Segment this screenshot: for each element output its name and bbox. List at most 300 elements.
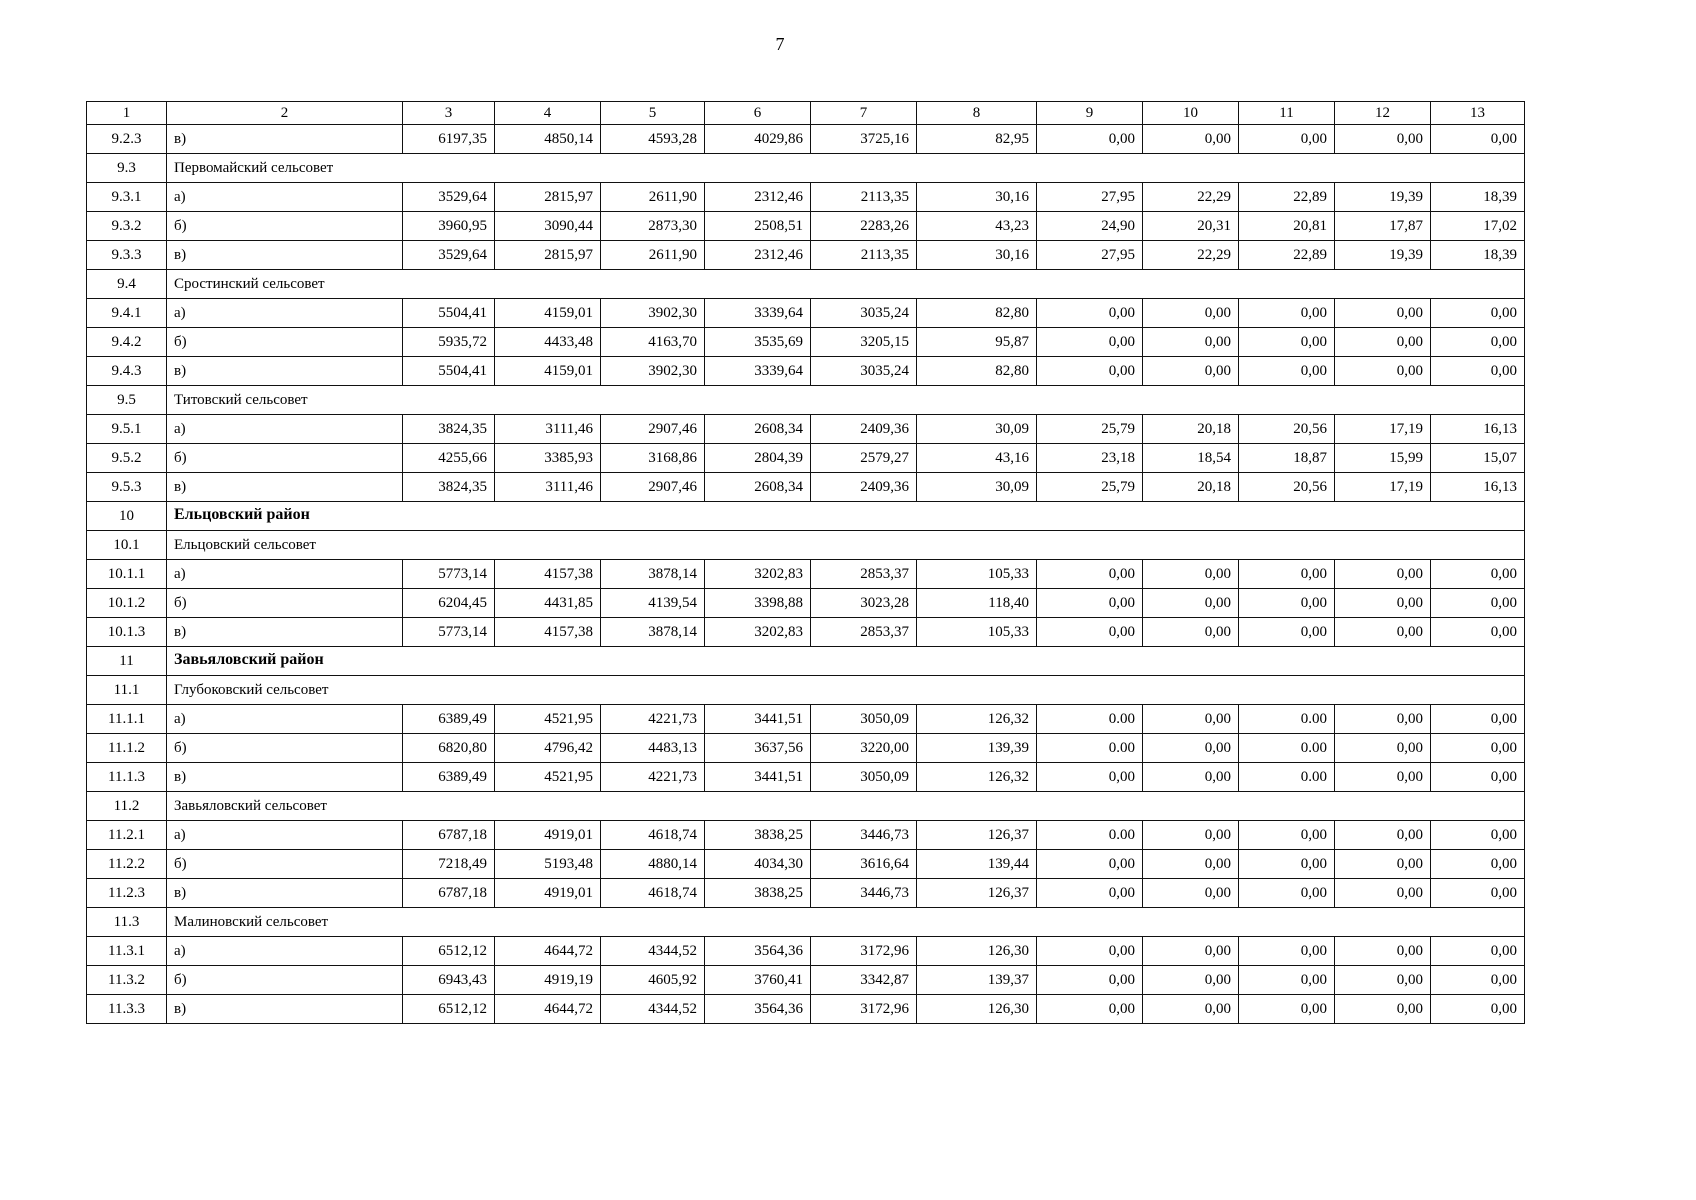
value-cell: 6512,12 [403,995,495,1024]
value-cell: 3824,35 [403,415,495,444]
settlement-row [87,531,1525,560]
column-number-header: 7 [811,102,917,125]
value-cell: 118,40 [917,589,1037,618]
settlement-title: Малиновский сельсовет [167,908,1525,937]
value-cell: 4850,14 [495,125,601,154]
table-row [87,444,1525,473]
value-cell: 27,95 [1037,183,1143,212]
table-row [87,937,1525,966]
value-cell: 0,00 [1431,995,1525,1024]
value-cell: 2113,35 [811,241,917,270]
value-cell: 18,87 [1239,444,1335,473]
row-code: 10.1.2 [87,589,167,618]
table-row [87,879,1525,908]
value-cell: 2815,97 [495,183,601,212]
column-number-header: 5 [601,102,705,125]
table-row [87,705,1525,734]
row-code: 9.5.3 [87,473,167,502]
value-cell: 30,16 [917,241,1037,270]
value-cell: 3902,30 [601,299,705,328]
value-cell: 4157,38 [495,560,601,589]
row-variant-label: б) [167,212,403,241]
value-cell: 0,00 [1239,618,1335,647]
settlement-row [87,154,1525,183]
value-cell: 4163,70 [601,328,705,357]
value-cell: 2409,36 [811,415,917,444]
value-cell: 0,00 [1239,821,1335,850]
settlement-title: Сростинский сельсовет [167,270,1525,299]
value-cell: 3168,86 [601,444,705,473]
value-cell: 0.00 [1037,705,1143,734]
value-cell: 0,00 [1037,966,1143,995]
value-cell: 4593,28 [601,125,705,154]
row-variant-label: б) [167,966,403,995]
value-cell: 0,00 [1335,299,1431,328]
value-cell: 0.00 [1037,734,1143,763]
value-cell: 0,00 [1239,589,1335,618]
value-cell: 3339,64 [705,357,811,386]
value-cell: 22,89 [1239,241,1335,270]
table-row [87,966,1525,995]
value-cell: 17,19 [1335,415,1431,444]
value-cell: 3878,14 [601,560,705,589]
value-cell: 43,23 [917,212,1037,241]
value-cell: 0,00 [1431,357,1525,386]
value-cell: 18,54 [1143,444,1239,473]
value-cell: 3564,36 [705,995,811,1024]
row-code: 11.3.2 [87,966,167,995]
value-cell: 4344,52 [601,995,705,1024]
value-cell: 0,00 [1239,966,1335,995]
row-code: 11.1.3 [87,763,167,792]
value-cell: 3111,46 [495,415,601,444]
value-cell: 3824,35 [403,473,495,502]
value-cell: 0,00 [1431,763,1525,792]
column-number-header: 3 [403,102,495,125]
header-row [87,102,1525,125]
value-cell: 0,00 [1239,328,1335,357]
value-cell: 4221,73 [601,763,705,792]
value-cell: 2907,46 [601,415,705,444]
row-variant-label: б) [167,734,403,763]
row-variant-label: в) [167,125,403,154]
value-cell: 15,99 [1335,444,1431,473]
value-cell: 4919,01 [495,879,601,908]
value-cell: 2113,35 [811,183,917,212]
value-cell: 6197,35 [403,125,495,154]
value-cell: 126,32 [917,763,1037,792]
value-cell: 30,09 [917,415,1037,444]
value-cell: 126,37 [917,821,1037,850]
value-cell: 0,00 [1239,560,1335,589]
page-number: 7 [775,34,785,54]
value-cell: 0,00 [1239,299,1335,328]
value-cell: 4521,95 [495,763,601,792]
value-cell: 4521,95 [495,705,601,734]
settlement-title: Глубоковский сельсовет [167,676,1525,705]
value-cell: 0,00 [1143,966,1239,995]
value-cell: 20,56 [1239,473,1335,502]
row-variant-label: а) [167,705,403,734]
value-cell: 0,00 [1037,299,1143,328]
settlement-title: Титовский сельсовет [167,386,1525,415]
value-cell: 3090,44 [495,212,601,241]
value-cell: 126,37 [917,879,1037,908]
value-cell: 0,00 [1143,618,1239,647]
table-row [87,850,1525,879]
row-code: 9.5 [87,386,167,415]
value-cell: 3172,96 [811,937,917,966]
value-cell: 3050,09 [811,705,917,734]
table-row [87,299,1525,328]
row-code: 11.2 [87,792,167,821]
value-cell: 2312,46 [705,241,811,270]
value-cell: 0,00 [1143,560,1239,589]
table-row [87,212,1525,241]
value-cell: 17,87 [1335,212,1431,241]
value-cell: 3637,56 [705,734,811,763]
value-cell: 0.00 [1239,763,1335,792]
value-cell: 126,30 [917,937,1037,966]
value-cell: 0,00 [1239,937,1335,966]
value-cell: 27,95 [1037,241,1143,270]
value-cell: 2312,46 [705,183,811,212]
value-cell: 18,39 [1431,241,1525,270]
value-cell: 4344,52 [601,937,705,966]
row-variant-label: б) [167,850,403,879]
value-cell: 5773,14 [403,560,495,589]
row-code: 11.1.2 [87,734,167,763]
value-cell: 82,80 [917,299,1037,328]
value-cell: 0,00 [1143,589,1239,618]
value-cell: 3035,24 [811,299,917,328]
value-cell: 3529,64 [403,241,495,270]
value-cell: 0.00 [1239,734,1335,763]
table-row [87,995,1525,1024]
value-cell: 24,90 [1037,212,1143,241]
value-cell: 0,00 [1335,589,1431,618]
value-cell: 20,31 [1143,212,1239,241]
value-cell: 4433,48 [495,328,601,357]
value-cell: 6943,43 [403,966,495,995]
row-variant-label: б) [167,444,403,473]
value-cell: 4255,66 [403,444,495,473]
row-code: 9.5.2 [87,444,167,473]
value-cell: 15,07 [1431,444,1525,473]
row-code: 11.2.1 [87,821,167,850]
value-cell: 0,00 [1431,125,1525,154]
value-cell: 2804,39 [705,444,811,473]
row-code: 9.5.1 [87,415,167,444]
value-cell: 3446,73 [811,879,917,908]
value-cell: 20,18 [1143,415,1239,444]
value-cell: 4644,72 [495,995,601,1024]
value-cell: 3441,51 [705,705,811,734]
value-cell: 0,00 [1431,821,1525,850]
value-cell: 2907,46 [601,473,705,502]
row-variant-label: в) [167,995,403,1024]
value-cell: 0,00 [1037,879,1143,908]
row-code: 11.2.3 [87,879,167,908]
value-cell: 4618,74 [601,879,705,908]
value-cell: 3902,30 [601,357,705,386]
value-cell: 0,00 [1431,879,1525,908]
table-row [87,357,1525,386]
value-cell: 6787,18 [403,821,495,850]
value-cell: 2815,97 [495,241,601,270]
value-cell: 0,00 [1335,125,1431,154]
value-cell: 82,95 [917,125,1037,154]
value-cell: 2508,51 [705,212,811,241]
row-variant-label: в) [167,357,403,386]
district-row [87,647,1525,676]
value-cell: 3339,64 [705,299,811,328]
table-row [87,589,1525,618]
row-variant-label: в) [167,763,403,792]
value-cell: 3172,96 [811,995,917,1024]
row-code: 9.4.1 [87,299,167,328]
column-number-header: 9 [1037,102,1143,125]
value-cell: 3616,64 [811,850,917,879]
value-cell: 0,00 [1037,328,1143,357]
settlement-row [87,386,1525,415]
value-cell: 3035,24 [811,357,917,386]
table-row [87,183,1525,212]
value-cell: 4157,38 [495,618,601,647]
value-cell: 0,00 [1431,560,1525,589]
value-cell: 0.00 [1037,821,1143,850]
value-cell: 3023,28 [811,589,917,618]
value-cell: 25,79 [1037,473,1143,502]
row-code: 11 [87,647,167,676]
row-variant-label: в) [167,241,403,270]
value-cell: 0,00 [1037,357,1143,386]
row-code: 11.3 [87,908,167,937]
table-row [87,125,1525,154]
value-cell: 4644,72 [495,937,601,966]
settlement-title: Ельцовский сельсовет [167,531,1525,560]
column-number-header: 8 [917,102,1037,125]
value-cell: 4221,73 [601,705,705,734]
value-cell: 105,33 [917,560,1037,589]
value-cell: 105,33 [917,618,1037,647]
value-cell: 0,00 [1143,357,1239,386]
value-cell: 0,00 [1431,589,1525,618]
value-cell: 2611,90 [601,183,705,212]
value-cell: 139,37 [917,966,1037,995]
value-cell: 5935,72 [403,328,495,357]
value-cell: 0,00 [1037,589,1143,618]
value-cell: 2283,26 [811,212,917,241]
value-cell: 2853,37 [811,618,917,647]
row-variant-label: а) [167,183,403,212]
value-cell: 2611,90 [601,241,705,270]
value-cell: 4034,30 [705,850,811,879]
value-cell: 16,13 [1431,415,1525,444]
value-cell: 20,81 [1239,212,1335,241]
row-variant-label: б) [167,328,403,357]
column-number-header: 1 [87,102,167,125]
table-body [87,102,1525,1024]
value-cell: 2608,34 [705,473,811,502]
settlement-row [87,676,1525,705]
value-cell: 5773,14 [403,618,495,647]
value-cell: 0,00 [1037,995,1143,1024]
row-variant-label: а) [167,299,403,328]
value-cell: 22,29 [1143,241,1239,270]
table-row [87,821,1525,850]
value-cell: 5504,41 [403,357,495,386]
row-variant-label: а) [167,821,403,850]
value-cell: 2608,34 [705,415,811,444]
value-cell: 30,16 [917,183,1037,212]
row-code: 11.1.1 [87,705,167,734]
value-cell: 3564,36 [705,937,811,966]
row-variant-label: а) [167,415,403,444]
value-cell: 19,39 [1335,241,1431,270]
value-cell: 43,16 [917,444,1037,473]
value-cell: 0,00 [1037,937,1143,966]
value-cell: 0,00 [1037,560,1143,589]
value-cell: 20,56 [1239,415,1335,444]
value-cell: 82,80 [917,357,1037,386]
value-cell: 139,39 [917,734,1037,763]
value-cell: 0,00 [1335,879,1431,908]
value-cell: 0,00 [1335,763,1431,792]
value-cell: 3838,25 [705,879,811,908]
row-variant-label: а) [167,937,403,966]
settlement-row [87,792,1525,821]
value-cell: 0,00 [1143,299,1239,328]
value-cell: 0,00 [1431,328,1525,357]
value-cell: 6820,80 [403,734,495,763]
row-code: 9.3.1 [87,183,167,212]
row-code: 11.3.3 [87,995,167,1024]
row-code: 9.4 [87,270,167,299]
value-cell: 3529,64 [403,183,495,212]
value-cell: 0,00 [1239,850,1335,879]
value-cell: 19,39 [1335,183,1431,212]
value-cell: 3398,88 [705,589,811,618]
settlement-row [87,908,1525,937]
value-cell: 0,00 [1335,995,1431,1024]
value-cell: 4605,92 [601,966,705,995]
value-cell: 126,32 [917,705,1037,734]
value-cell: 20,18 [1143,473,1239,502]
value-cell: 6389,49 [403,705,495,734]
column-number-header: 12 [1335,102,1431,125]
value-cell: 3535,69 [705,328,811,357]
table-row [87,241,1525,270]
value-cell: 6787,18 [403,879,495,908]
value-cell: 2873,30 [601,212,705,241]
value-cell: 0,00 [1037,125,1143,154]
value-cell: 0,00 [1431,618,1525,647]
value-cell: 6512,12 [403,937,495,966]
value-cell: 0,00 [1143,879,1239,908]
value-cell: 0,00 [1335,850,1431,879]
value-cell: 4919,19 [495,966,601,995]
row-variant-label: в) [167,473,403,502]
value-cell: 3202,83 [705,618,811,647]
table-row [87,618,1525,647]
row-variant-label: а) [167,560,403,589]
value-cell: 2409,36 [811,473,917,502]
value-cell: 0,00 [1143,328,1239,357]
value-cell: 0,00 [1143,995,1239,1024]
value-cell: 18,39 [1431,183,1525,212]
value-cell: 22,89 [1239,183,1335,212]
value-cell: 0,00 [1143,850,1239,879]
row-code: 11.1 [87,676,167,705]
value-cell: 0,00 [1037,618,1143,647]
value-cell: 0,00 [1335,734,1431,763]
row-code: 10.1.1 [87,560,167,589]
column-number-header: 10 [1143,102,1239,125]
row-code: 11.2.2 [87,850,167,879]
value-cell: 0,00 [1431,734,1525,763]
value-cell: 0,00 [1143,734,1239,763]
value-cell: 2853,37 [811,560,917,589]
row-variant-label: б) [167,589,403,618]
value-cell: 3220,00 [811,734,917,763]
value-cell: 0,00 [1143,937,1239,966]
value-cell: 16,13 [1431,473,1525,502]
value-cell: 17,02 [1431,212,1525,241]
value-cell: 0,00 [1239,125,1335,154]
value-cell: 0,00 [1143,821,1239,850]
value-cell: 3960,95 [403,212,495,241]
value-cell: 22,29 [1143,183,1239,212]
table-row [87,763,1525,792]
value-cell: 3838,25 [705,821,811,850]
row-code: 9.3 [87,154,167,183]
value-cell: 0,00 [1143,125,1239,154]
value-cell: 3342,87 [811,966,917,995]
value-cell: 3050,09 [811,763,917,792]
row-code: 9.3.2 [87,212,167,241]
row-code: 9.3.3 [87,241,167,270]
value-cell: 0.00 [1239,705,1335,734]
value-cell: 4139,54 [601,589,705,618]
settlement-title: Первомайский сельсовет [167,154,1525,183]
value-cell: 0,00 [1335,937,1431,966]
row-variant-label: в) [167,618,403,647]
value-cell: 0,00 [1431,850,1525,879]
row-code: 9.2.3 [87,125,167,154]
value-cell: 0,00 [1335,328,1431,357]
settlement-title: Завьяловский сельсовет [167,792,1525,821]
table-row [87,328,1525,357]
value-cell: 3202,83 [705,560,811,589]
column-number-header: 6 [705,102,811,125]
table-row [87,560,1525,589]
row-code: 10.1.3 [87,618,167,647]
value-cell: 3725,16 [811,125,917,154]
value-cell: 3446,73 [811,821,917,850]
value-cell: 4159,01 [495,299,601,328]
table-row [87,734,1525,763]
value-cell: 0,00 [1239,879,1335,908]
value-cell: 0,00 [1431,299,1525,328]
value-cell: 0,00 [1335,560,1431,589]
value-cell: 7218,49 [403,850,495,879]
value-cell: 4796,42 [495,734,601,763]
row-code: 10 [87,502,167,531]
value-cell: 6204,45 [403,589,495,618]
table-row [87,473,1525,502]
value-cell: 0,00 [1431,966,1525,995]
